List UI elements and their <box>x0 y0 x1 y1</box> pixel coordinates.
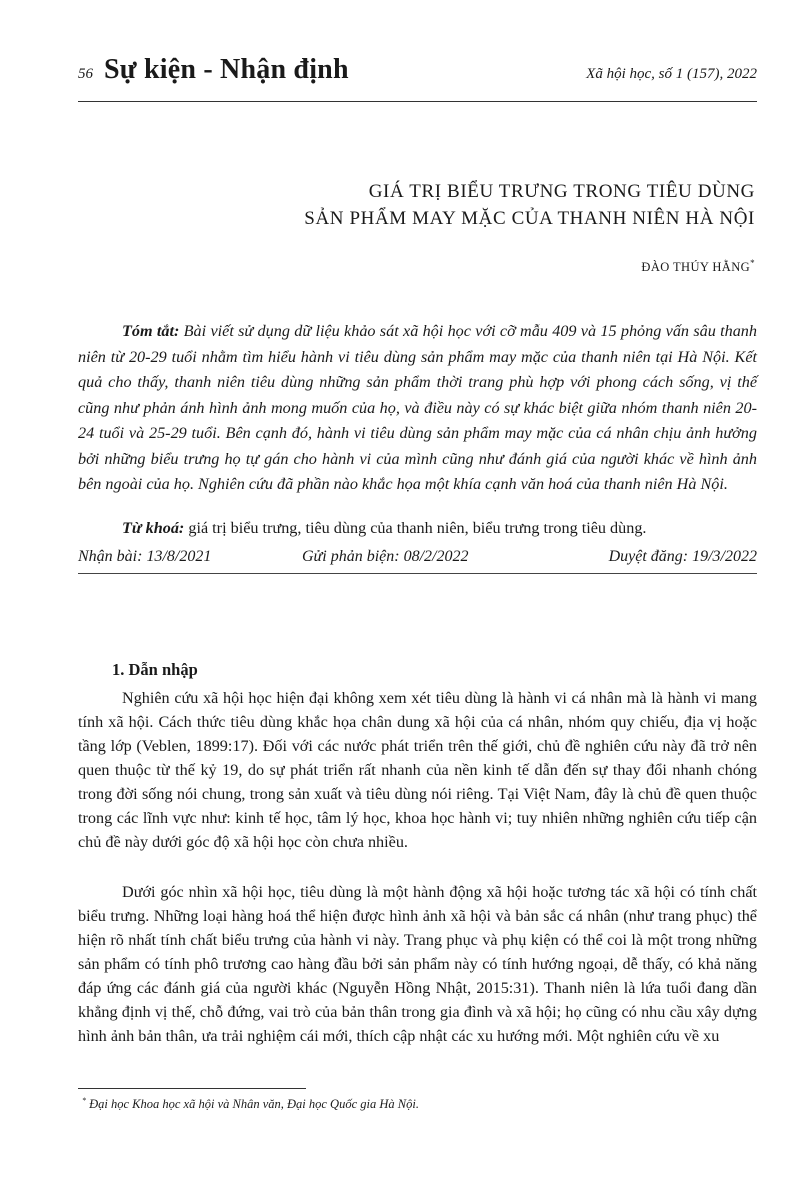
received-date: Nhận bài: 13/8/2021 <box>78 548 212 565</box>
title-line-1: GIÁ TRỊ BIỂU TRƯNG TRONG TIÊU DÙNG <box>368 181 755 202</box>
journal-citation: Xã hội học, số 1 (157), 2022 <box>586 66 757 82</box>
header-divider <box>78 101 757 102</box>
keywords-label: Từ khoá: <box>122 519 185 537</box>
body-paragraph-2: Dưới góc nhìn xã hội học, tiêu dùng là một hành động xã hội hoặc tương tác xã hội có tính chất biểu trưng. Những loại hàng hoá thể hiện được hình ảnh xã hội và bản sắc cá nhân (như trang phục) thể hiện rõ nhất tính chất biểu trưng của hành vi này. Trang phục và phụ kiện có thể coi là một trong những sản phẩm có tính phô trương cao hàng đầu bởi sản phẩm này có tính hướng ngoại, dễ thấy, có khả năng đáp ứng các đánh giá của người khác (Nguyễn Hồng Nhật, 2015:31). Thanh niên là lứa tuổi đang dần khẳng định vị thế, chỗ đứng, vai trò của bản thân trong gia đình và xã hội; họ cũng có nhu cầu xây dựng hình ảnh bản thân, ưa trải nghiệm cái mới, thích cập nhật các xu hướng mới. Một nghiên cứu về xu <box>78 883 757 1045</box>
keywords <box>78 516 757 541</box>
article-title <box>304 178 755 232</box>
abstract-label: Tóm tắt: <box>122 322 180 340</box>
section-title: Sự kiện - Nhận định <box>104 54 349 85</box>
footnote-text: Đại học Khoa học xã hội và Nhân văn, Đại học Quốc gia Hà Nội. <box>86 1097 419 1112</box>
abstract <box>78 319 757 498</box>
footnote <box>82 1096 419 1112</box>
body-paragraph-1: Nghiên cứu xã hội học hiện đại không xem xét tiêu dùng là hành vi cá nhân mà là hành vi mang tính xã hội. Cách thức tiêu dùng khắc họa chân dung xã hội của cá nhân, nhóm quy chiếu, địa vị hoặc tầng lớp (Veblen, 1899:17). Đối với các nước phát triển trên thế giới, chủ đề nghiên cứu này đã trở nên quen thuộc từ thế kỷ 19, do sự phát triển rất nhanh của nền kinh tế dẫn đến sự thay đổi nhanh chóng trong đời sống nói chung, trong sản xuất và tiêu dùng nói riêng. Tại Việt Nam, đây là chủ đề quen thuộc trong các lĩnh vực như: kinh tế học, tâm lý học, khoa học hành vi; tuy nhiên những nghiên cứu tiếp cận chủ đề này dưới góc độ xã hội học còn chưa nhiều. <box>78 689 757 851</box>
author <box>641 258 755 275</box>
abstract-text: Bài viết sử dụng dữ liệu khảo sát xã hội học với cỡ mẫu 409 và 15 phỏng vấn sâu thanh niên từ 20-29 tuổi nhằm tìm hiểu hành vi tiêu dùng sản phẩm may mặc của thanh niên tại Hà Nội. Kết quả cho thấy, thanh niên tiêu dùng những sản phẩm thời trang phù hợp với phong cách sống, vị thế cũng như phản ánh hình ảnh mong muốn của họ, và điều này có sự khác biệt giữa nhóm thanh niên 20-24 tuổi và 25-29 tuổi. Bên cạnh đó, hành vi tiêu dùng sản phẩm may mặc của cá nhân chịu ảnh hưởng bởi những biểu trưng họ tự gán cho hành vi của mình cũng như đánh giá của người khác về hình ảnh bên ngoài của họ. Nghiên cứu đã phần nào khắc họa một khía cạnh văn hoá của thanh niên Hà Nội. <box>78 322 757 493</box>
title-line-2: SẢN PHẨM MAY MẶC CỦA THANH NIÊN HÀ NỘI <box>304 208 755 229</box>
footnote-mark: * <box>82 1096 86 1105</box>
accepted-date: Duyệt đăng: 19/3/2022 <box>608 548 757 565</box>
footnote-divider <box>78 1088 306 1089</box>
dates-divider <box>78 573 757 574</box>
author-footnote-mark: * <box>750 258 755 268</box>
page-number: 56 <box>78 66 93 82</box>
section-heading: 1. Dẫn nhập <box>112 660 198 679</box>
keywords-text: giá trị biểu trưng, tiêu dùng của thanh niên, biểu trưng trong tiêu dùng. <box>184 519 647 537</box>
review-date: Gửi phản biện: 08/2/2022 <box>302 548 469 565</box>
author-name: ĐÀO THÚY HẰNG <box>641 260 751 275</box>
